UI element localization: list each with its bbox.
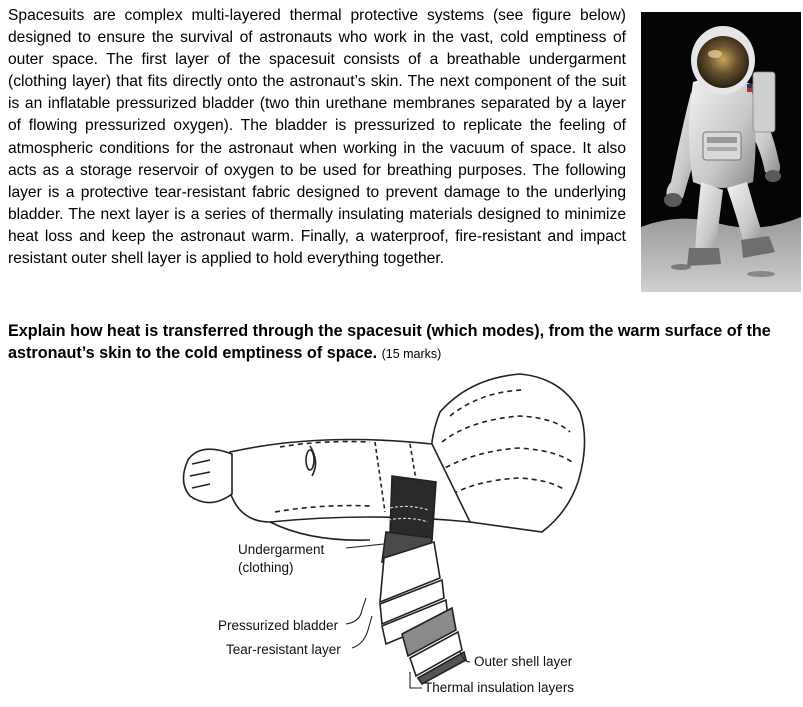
label-pressurized-bladder: Pressurized bladder — [218, 618, 339, 633]
intro-paragraph: Spacesuits are complex multi-layered thermal protective systems (see figure below) designed to ensure the survival of astronauts who work in the vast, cold emptiness of outer space. The first layer of the spacesuit consists of a breathable undergarment (clothing layer) that fits directly onto the astronaut’s skin. The next component of the suit is an inflatable pressurized bladder (two thin urethane membranes separated by a layer of flowing pressurized oxygen). The bladder is pressurized to replicate the feeling of atmospheric conditions for the astronaut when working in the vacuum of space. It also acts as a storage reservoir of oxygen to be used for breathing purposes. The following layer is a protective tear-resistant fabric designed to prevent damage to the underlying bladder. The next layer is a series of thermally insulating materials designed to minimize heat loss and keep the astronaut warm. Finally, a waterproof, fire-resistant and impact resistant outer shell layer is applied to hold everything together. — [8, 7, 626, 268]
label-thermal-insulation-layers: Thermal insulation layers — [424, 680, 575, 695]
question-prompt — [8, 320, 798, 365]
spacesuit-layers-diagram — [170, 372, 630, 704]
label-undergarment: Undergarment — [238, 542, 325, 557]
question-text: Explain how heat is transferred through the spacesuit (which modes), from the warm surface of the astronaut’s skin to the cold emptiness of space. — [8, 322, 771, 362]
label-tear-resistant-layer: Tear-resistant layer — [226, 642, 341, 657]
question-marks: (15 marks) — [381, 347, 442, 361]
label-outer-shell-layer: Outer shell layer — [474, 654, 573, 669]
astronaut-photo — [641, 12, 801, 292]
label-undergarment-sub: (clothing) — [238, 560, 294, 575]
sleeve-illustration — [183, 374, 584, 684]
